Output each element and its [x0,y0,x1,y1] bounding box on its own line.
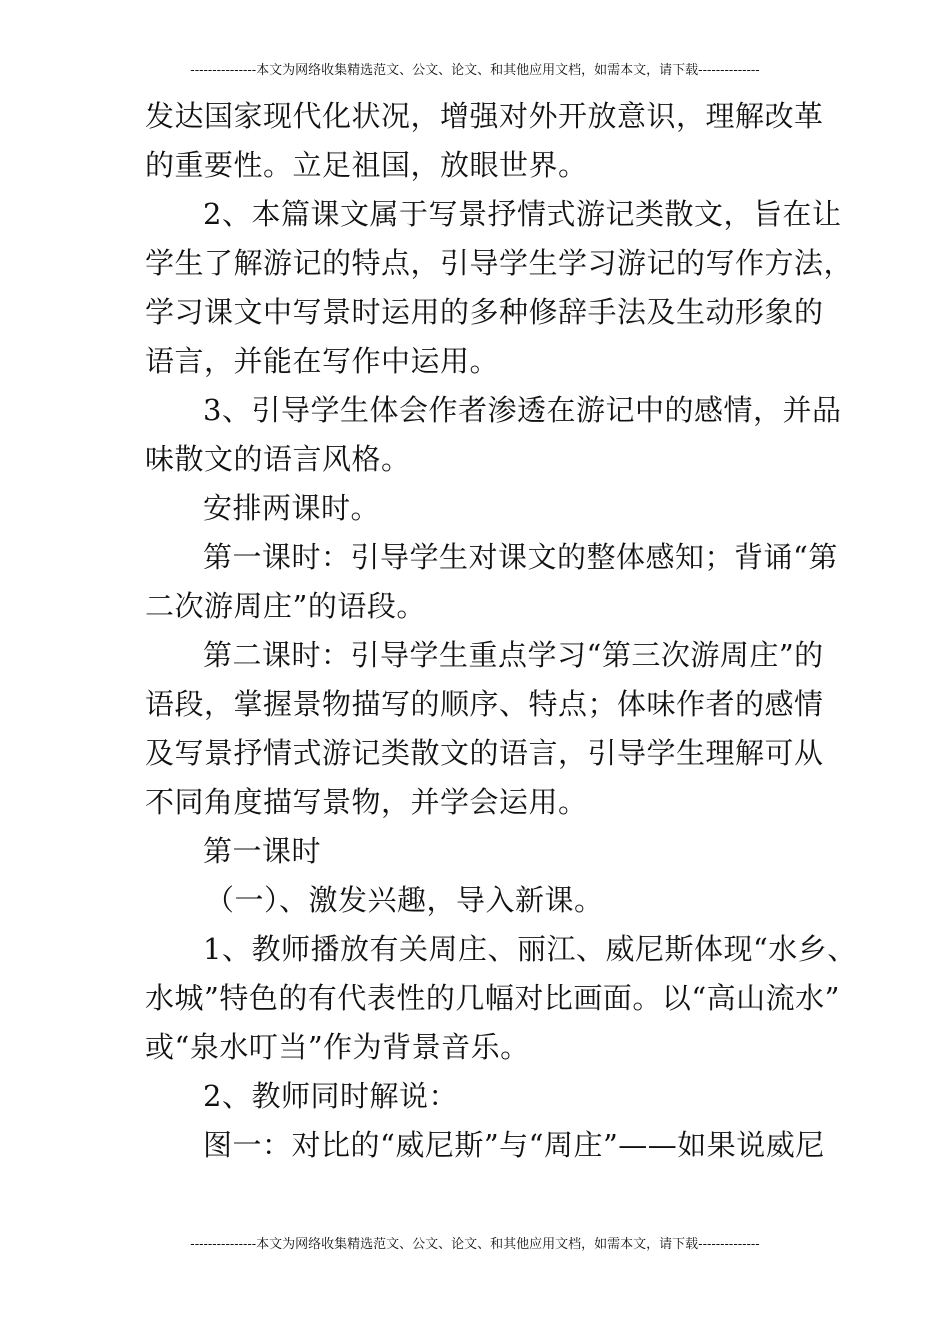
text-line: 3、引导学生体会作者渗透在游记中的感情，并品 [203,393,842,427]
text-line: 学生了解游记的特点，引导学生学习游记的写作方法， [145,246,854,280]
text-line: （一）、激发兴趣，导入新课。 [205,883,604,917]
text-line: 安排两课时。 [203,491,381,525]
text-line: 第一课时 [203,834,322,868]
text-line: 第二课时：引导学生重点学习“第三次游周庄”的 [203,638,824,672]
text-line: 2、教师同时解说： [203,1079,458,1113]
body-text [145,92,857,1170]
text-line: 2、本篇课文属于写景抒情式游记类散文，旨在让 [203,197,842,231]
text-line: 味散文的语言风格。 [145,442,411,476]
text-line: 及写景抒情式游记类散文的语言，引导学生理解可从 [145,736,824,770]
text-line: 不同角度描写景物，并学会运用。 [145,785,588,819]
text-line: 二次游周庄”的语段。 [145,589,426,623]
page-footer: ---------------本文为网络收集精选范文、公文、论文、和其他应用文档，如需本文，请下载-------------- [190,1237,760,1252]
text-line: 或“泉水叮当”作为背景音乐。 [145,1030,530,1064]
text-line: 语段，掌握景物描写的顺序、特点；体味作者的感情 [145,687,824,721]
page-header: ---------------本文为网络收集精选范文、公文、论文、和其他应用文档，如需本文，请下载-------------- [190,63,760,78]
text-line: 图一：对比的“威尼斯”与“周庄”——如果说威尼 [203,1128,825,1162]
text-line: 第一课时：引导学生对课文的整体感知；背诵“第 [203,540,838,574]
text-line: 语言，并能在写作中运用。 [145,344,500,378]
text-line: 1、教师播放有关周庄、丽江、威尼斯体现“水乡、 [203,932,857,966]
text-line: 水城”特色的有代表性的几幅对比画面。以“高山流水” [145,981,840,1015]
text-line: 学习课文中写景时运用的多种修辞手法及生动形象的 [145,295,824,329]
text-line: 发达国家现代化状况，增强对外开放意识，理解改革 [145,99,824,133]
text-line: 的重要性。立足祖国，放眼世界。 [145,148,588,182]
